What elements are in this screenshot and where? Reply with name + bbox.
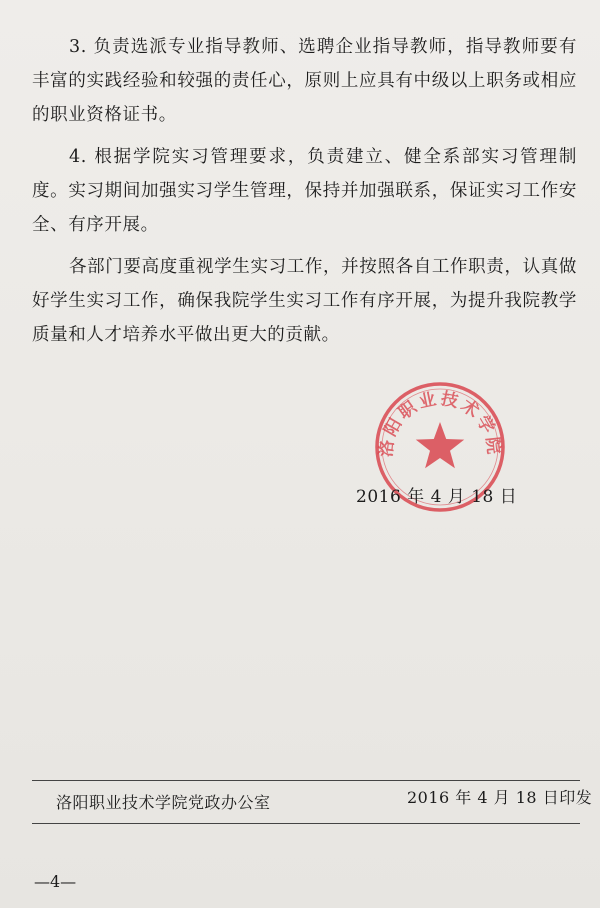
print-date: 2016 年 4 月 18 日印发	[407, 788, 593, 807]
paragraph-closing: 各部门要高度重视学生实习工作，并按照各自工作职责，认真做好学生实习工作，确保我院学生实习工作有序开展，为提升我院教学质量和人才培养水平做出更大的贡献。	[32, 257, 577, 345]
seal-text-path: 洛阳职业技术学院	[376, 388, 504, 459]
issuer-name: 洛阳职业技术学院党政办公室	[56, 793, 271, 812]
footer-divider-top	[32, 780, 580, 781]
star-icon	[416, 422, 464, 468]
page-number: —4—	[34, 872, 77, 891]
paragraph-item-4: 4. 根据学院实习管理要求，负责建立、健全系部实习管理制度。实习期间加强实习学生管理，保持并加强联系，保证实习工作安全、有序开展。	[32, 147, 577, 235]
footer-divider-bottom	[32, 823, 580, 824]
signature-date: 2016 年 4 月 18 日	[356, 487, 518, 507]
paragraph-item-3: 3. 负责选派专业指导教师、选聘企业指导教师，指导教师要有丰富的实践经验和较强的责任心，原则上应具有中级以上职务或相应的职业资格证书。	[32, 37, 577, 125]
